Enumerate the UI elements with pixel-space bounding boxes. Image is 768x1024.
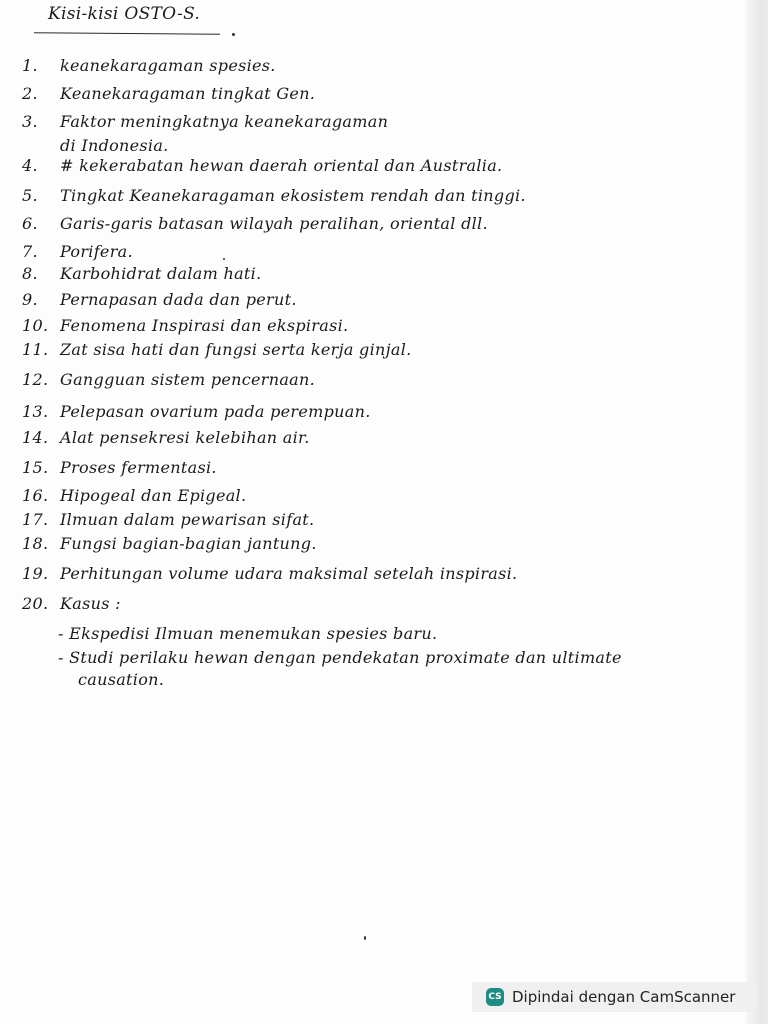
list-item bbox=[22, 56, 276, 75]
case-item: - Studi perilaku hewan dengan pendekatan proximate dan ultimate bbox=[58, 648, 622, 667]
item-number: 14. bbox=[22, 428, 49, 447]
item-text: Alat pensekresi kelebihan air. bbox=[60, 428, 310, 447]
item-text: Fenomena Inspirasi dan ekspirasi. bbox=[60, 316, 349, 335]
list-item bbox=[22, 510, 314, 529]
item-number: 5. bbox=[22, 186, 38, 205]
item-text: Pernapasan dada dan perut. bbox=[60, 290, 297, 309]
list-item bbox=[22, 594, 121, 613]
list-item bbox=[22, 370, 315, 389]
item-number: 4. bbox=[22, 156, 38, 175]
item-number: 18. bbox=[22, 534, 49, 553]
item-text: Ilmuan dalam pewarisan sifat. bbox=[60, 510, 315, 529]
item-text-continuation: di Indonesia. bbox=[60, 136, 169, 155]
item-text: Pelepasan ovarium pada perempuan. bbox=[60, 402, 371, 421]
scanner-watermark bbox=[472, 982, 756, 1012]
item-text: Tingkat Keanekaragaman ekosistem rendah dan tinggi. bbox=[60, 186, 526, 205]
list-item bbox=[22, 242, 133, 261]
list-item bbox=[22, 564, 517, 583]
list-item bbox=[22, 290, 297, 309]
item-number: 10. bbox=[22, 316, 49, 335]
case-item: - Ekspedisi Ilmuan menemukan spesies baru. bbox=[58, 624, 438, 643]
item-text: Keanekaragaman tingkat Gen. bbox=[60, 84, 316, 103]
item-number: 9. bbox=[22, 290, 38, 309]
item-number: 20. bbox=[22, 594, 49, 613]
item-text: Hipogeal dan Epigeal. bbox=[60, 486, 247, 505]
item-text: # kekerabatan hewan daerah oriental dan Australia. bbox=[60, 156, 503, 175]
item-number: 2. bbox=[22, 84, 38, 103]
list-item bbox=[22, 428, 310, 447]
stray-mark bbox=[364, 936, 366, 940]
list-item bbox=[22, 214, 488, 233]
watermark-text: Dipindai dengan CamScanner bbox=[512, 988, 736, 1006]
list-item bbox=[22, 84, 315, 103]
item-number: 1. bbox=[22, 56, 38, 75]
item-text: Gangguan sistem pencernaan. bbox=[60, 370, 316, 389]
item-text: Faktor meningkatnya keanekaragaman bbox=[60, 112, 389, 131]
list-item bbox=[22, 186, 526, 205]
list-item bbox=[22, 316, 348, 335]
list-item bbox=[22, 402, 371, 421]
item-number: 6. bbox=[22, 214, 38, 233]
item-number: 7. bbox=[22, 242, 38, 261]
item-number: 15. bbox=[22, 458, 49, 477]
item-text: Fungsi bagian-bagian jantung. bbox=[60, 534, 317, 553]
item-text: Porifera. bbox=[60, 242, 133, 261]
list-item bbox=[22, 156, 502, 175]
page-title: Kisi-kisi OSTO-S. bbox=[48, 4, 201, 24]
item-number: 16. bbox=[22, 486, 49, 505]
item-text: keanekaragaman spesies. bbox=[60, 56, 276, 75]
case-item-continuation: causation. bbox=[78, 670, 165, 689]
item-number: 12. bbox=[22, 370, 49, 389]
item-text: Karbohidrat dalam hati. bbox=[60, 264, 262, 283]
list-item bbox=[22, 534, 317, 553]
item-text: Perhitungan volume udara maksimal setelah inspirasi. bbox=[60, 564, 518, 583]
camscanner-logo-icon: CS bbox=[486, 988, 504, 1006]
title-underline bbox=[34, 32, 220, 35]
page-edge-shadow bbox=[746, 0, 768, 1024]
stray-dot bbox=[232, 33, 235, 36]
list-item bbox=[22, 458, 217, 477]
item-number: 8. bbox=[22, 264, 38, 283]
stray-dot bbox=[223, 258, 225, 260]
list-item bbox=[22, 486, 246, 505]
item-text: Zat sisa hati dan fungsi serta kerja ginjal. bbox=[60, 340, 412, 359]
item-number: 3. bbox=[22, 112, 38, 131]
item-number: 11. bbox=[22, 340, 49, 359]
item-text: Proses fermentasi. bbox=[60, 458, 217, 477]
list-item bbox=[22, 340, 412, 359]
item-number: 17. bbox=[22, 510, 49, 529]
list-item bbox=[22, 112, 388, 131]
list-item bbox=[22, 264, 261, 283]
item-text: Garis-garis batasan wilayah peralihan, oriental dll. bbox=[60, 214, 488, 233]
item-number: 13. bbox=[22, 402, 49, 421]
item-number: 19. bbox=[22, 564, 49, 583]
item-text: Kasus : bbox=[60, 594, 121, 613]
